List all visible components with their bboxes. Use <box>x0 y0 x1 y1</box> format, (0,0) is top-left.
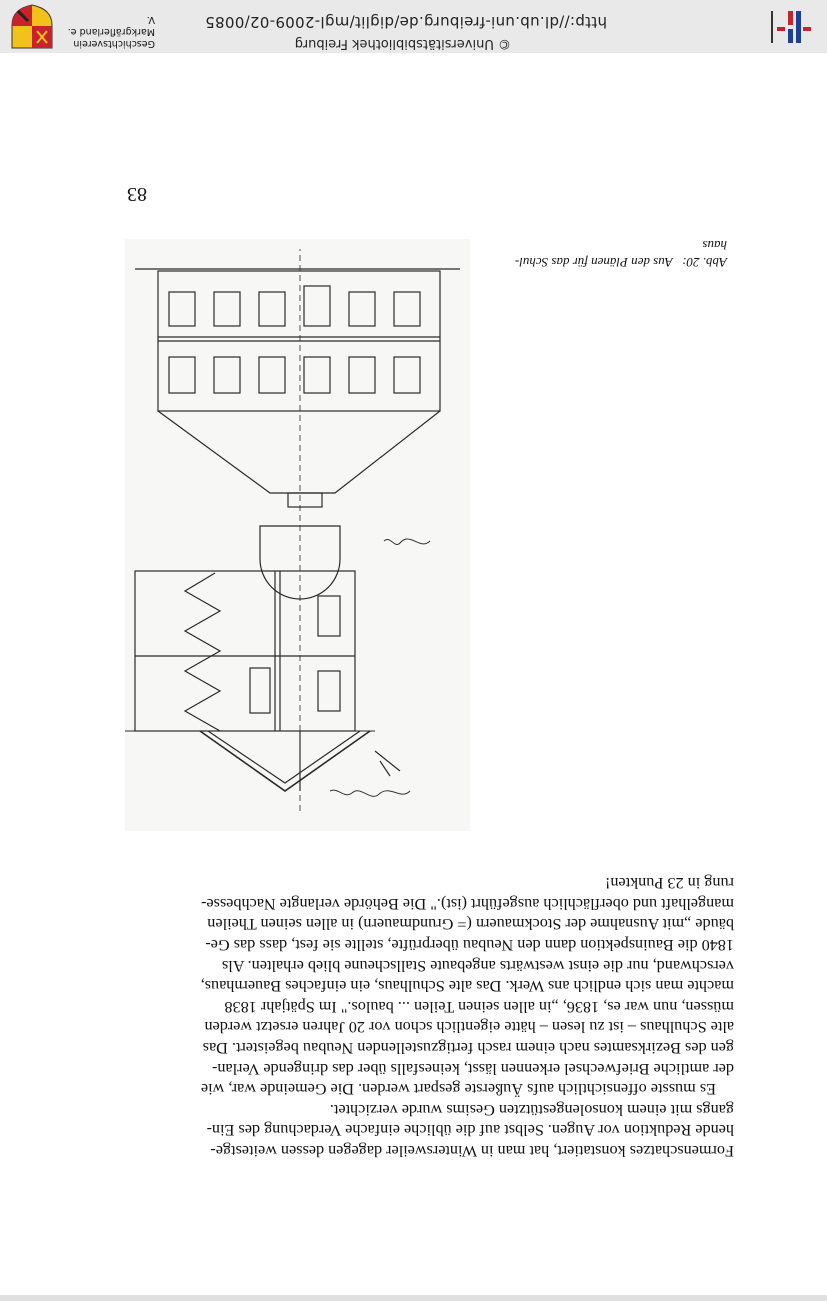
society-name <box>59 13 155 49</box>
school-plan-figure <box>125 239 470 831</box>
caption-label: Abb. 20: <box>682 255 727 270</box>
text-line: Es musste offensichtlich aufs Äußerste gespart werden. Die Gemeinde war, wie <box>200 1080 716 1099</box>
paragraph-2 <box>99 873 734 1100</box>
source-url-link[interactable]: http://dl.ub.uni-freiburg.de/diglit/mgl-2009-02/0085 <box>204 13 607 31</box>
society-line-1: Geschichtsverein <box>73 38 155 49</box>
body-text <box>99 873 734 1161</box>
text-line: alte Schulhaus – ist zu lesen – hätte eigentlich schon vor 20 Jahren ersetzt werden <box>204 1018 734 1037</box>
text-line: machte man sich endlich ans Werk. Das alte Schulhaus, ein einfaches Bauernhaus, <box>200 977 734 996</box>
society-line-2: Markgräflerland e. V. <box>67 14 155 37</box>
caption-line-2: haus <box>702 238 727 253</box>
text-line: hende Reduktion vor Augen. Selbst auf die übliche einfache Verdachung des Ein- <box>206 1121 734 1140</box>
text-line: rung in 23 Punkten! <box>604 874 734 893</box>
text-line: gen des Bezirksamtes nach einem rasch fertigzustellenden Neubau begeistert. Das <box>202 1039 734 1058</box>
paragraph-1 <box>99 1099 734 1161</box>
text-line: Formenschatzes konstatiert, hat man in Wintersweiler dagegen dessen weitestge- <box>210 1142 734 1160</box>
text-line: müssen, nun war es, 1836, „in allen seinen Teilen ... baulos." Im Spätjahr 1838 <box>224 997 734 1016</box>
copyright-notice: © Universitätsbibliothek Freiburg <box>294 36 511 51</box>
text-line: verschwand, nur die einst westwärts angebaute Stallscheune blieb erhalten. Als <box>221 956 734 975</box>
ub-freiburg-logo-icon <box>765 7 815 47</box>
society-crest-icon <box>9 3 55 51</box>
text-line: der amtliche Briefwechsel erkennen lässt, keinesfalls über das dringende Verlan- <box>212 1059 734 1078</box>
text-line: gangs mit einem konsolengestützten Gesims wurde verzichtet. <box>329 1100 734 1119</box>
text-line: bäude „mit Ausnahme der Stockmauern (= Grundmauern) in allen seinen Theilen <box>207 915 734 934</box>
caption-line-1 <box>492 254 727 271</box>
scan-edge-strip <box>0 1295 827 1301</box>
architectural-drawing <box>125 239 470 831</box>
text-line: mangelhaft und oberflächlich ausgeführt (ist)." Die Behörde verlangte Nachbesse- <box>201 894 734 913</box>
page-number: 83 <box>127 183 147 205</box>
figure-caption <box>492 237 727 271</box>
text-line: 1840 die Bauinspektion dann den Neubau überprüfte, stellte sie fest, dass das Ge- <box>205 936 734 955</box>
caption-text: Aus den Plänen für das Schul- <box>514 255 673 270</box>
footer-bar <box>0 0 827 53</box>
